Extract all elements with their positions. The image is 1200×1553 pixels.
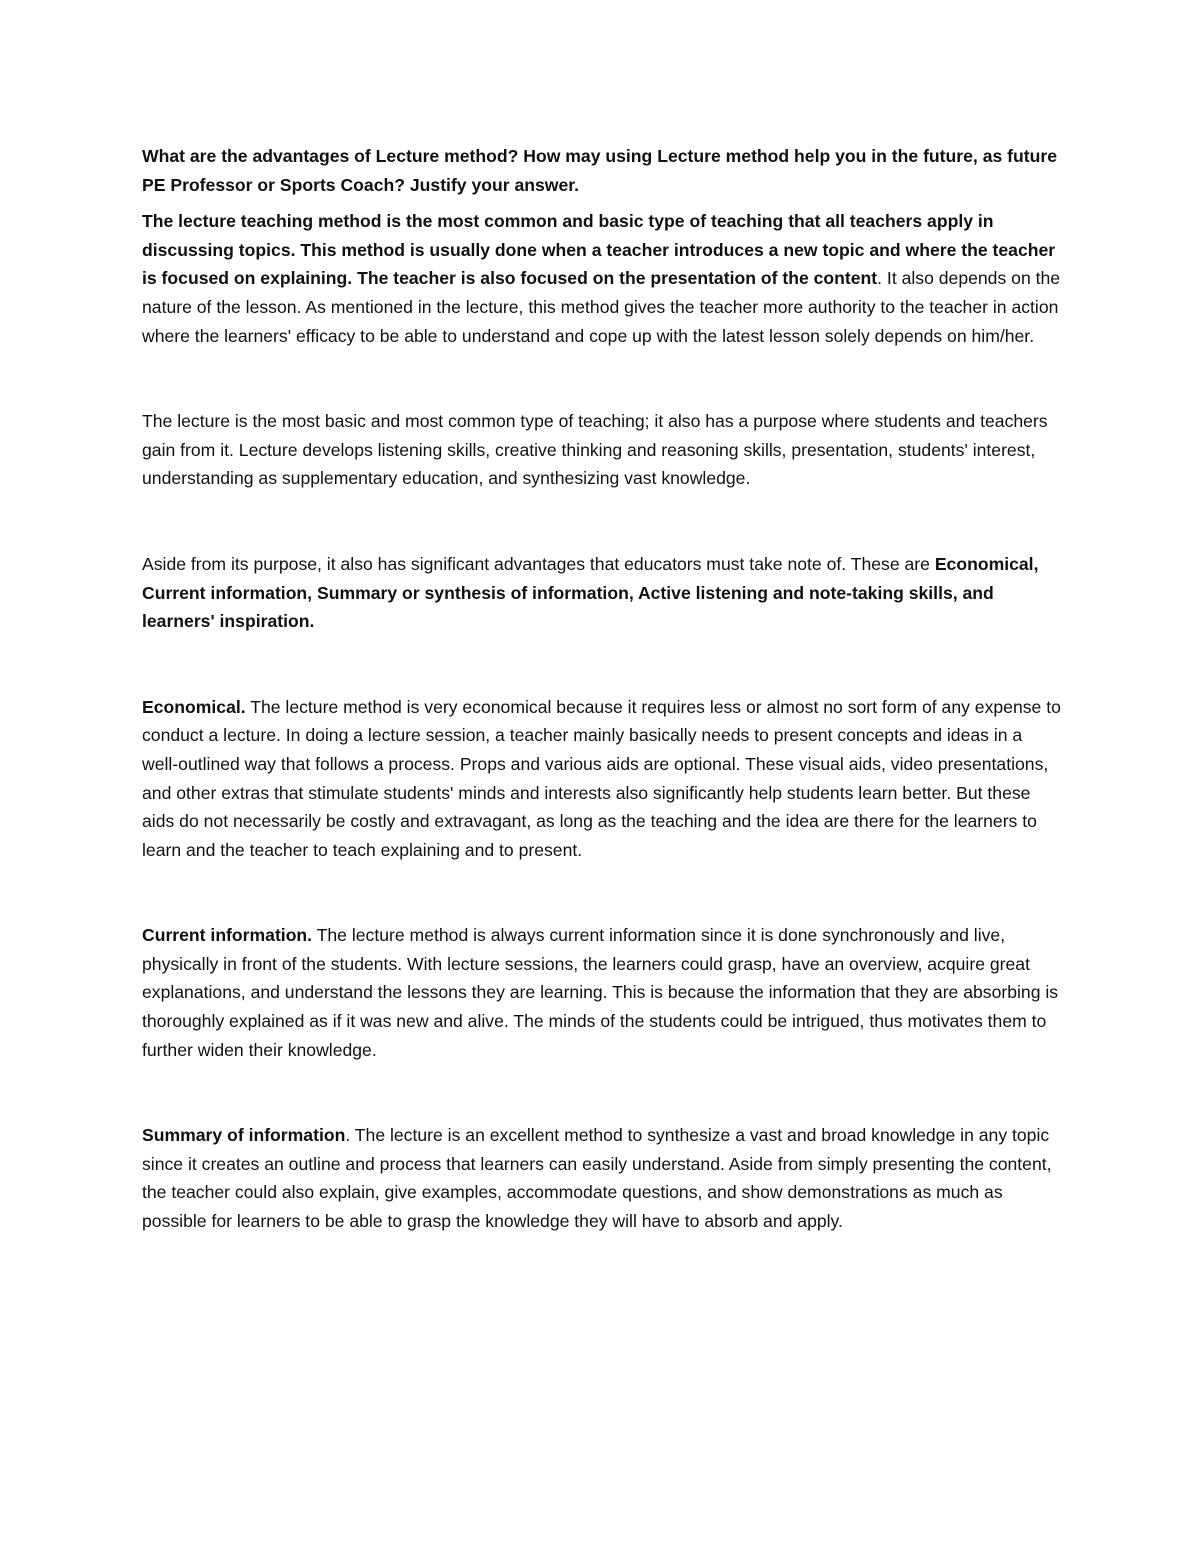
economical-heading: Economical. xyxy=(142,696,246,717)
intro-plain-text-1: . xyxy=(347,268,358,289)
summary-text: . The lecture is an excellent method to synthesize a vast and broad knowledge in any topic since it creates an outline and process that learners can easily understand. Aside from simply presenting the content, the teacher could also explain, give examples, accommodate questions, and show demonstrations as much as possible for learners to be able to grasp the knowledge they will have to absorb and apply. xyxy=(142,1125,1052,1232)
current-information-paragraph xyxy=(142,921,1062,1064)
purpose-paragraph: The lecture is the most basic and most common type of teaching; it also has a purpose where students and teachers gain from it. Lecture develops listening skills, creative thinking and reasoning skills, presentation, students' interest, understanding as supplementary education, and synthesizing vast knowledge. xyxy=(142,411,1048,489)
advantages-paragraph xyxy=(142,550,1062,636)
summary-paragraph xyxy=(142,1121,1062,1235)
intro-bold-text-1: The lecture teaching method is the most common and basic type of teaching that all teachers apply in discussing topics. This method is usually done when a teacher introduces a new topic and where the teacher is focused on explaining xyxy=(142,211,1056,289)
current-information-heading: Current information. xyxy=(142,925,313,946)
advantages-list-text: Economical, Current information, Summary or synthesis of information, Active listening and note-taking skills, and learners' inspiration xyxy=(142,553,1039,632)
economical-paragraph xyxy=(142,693,1062,865)
advantages-end-text: . xyxy=(309,611,315,632)
intro-paragraph xyxy=(142,207,1062,350)
intro-bold-text-2: The teacher is also focused on the presentation of the content xyxy=(357,268,878,289)
document-body xyxy=(142,142,1062,1236)
economical-text: The lecture method is very economical because it requires less or almost no sort form of any expense to conduct a lecture. In doing a lecture session, a teacher mainly basically needs to present concepts and ideas in a well-outlined way that follows a process. Props and various aids are optional. These visual aids, video presentations, and other extras that stimulate students' minds and interests also significantly help students learn better. But these aids do not necessarily be costly and extravagant, as long as the teaching and the idea are there for the learners to learn and the teacher to teach explaining and to present. xyxy=(142,696,1061,860)
intro-plain-text-2: . It also depends on the nature of the lesson. As mentioned in the lecture, this method gives the teacher more authority to the teacher in action where the learners' efficacy to be able to understand and cope up with the latest lesson solely depends on him/her. xyxy=(142,268,1061,346)
advantages-plain-text: Aside from its purpose, it also has significant advantages that educators must take note of. These are xyxy=(142,553,935,574)
summary-heading: Summary of information xyxy=(142,1125,346,1146)
current-information-text: The lecture method is always current information since it is done synchronously and live, physically in front of the students. With lecture sessions, the learners could grasp, have an overview, acquire great explanations, and understand the lessons they are learning. This is because the information that they are absorbing is thoroughly explained as if it was new and alive. The minds of the students could be intrigued, thus motivates them to further widen their knowledge. xyxy=(142,925,1059,1060)
question-heading: What are the advantages of Lecture method? How may using Lecture method help you in the future, as future PE Professor or Sports Coach? Justify your answer. xyxy=(142,146,1057,195)
